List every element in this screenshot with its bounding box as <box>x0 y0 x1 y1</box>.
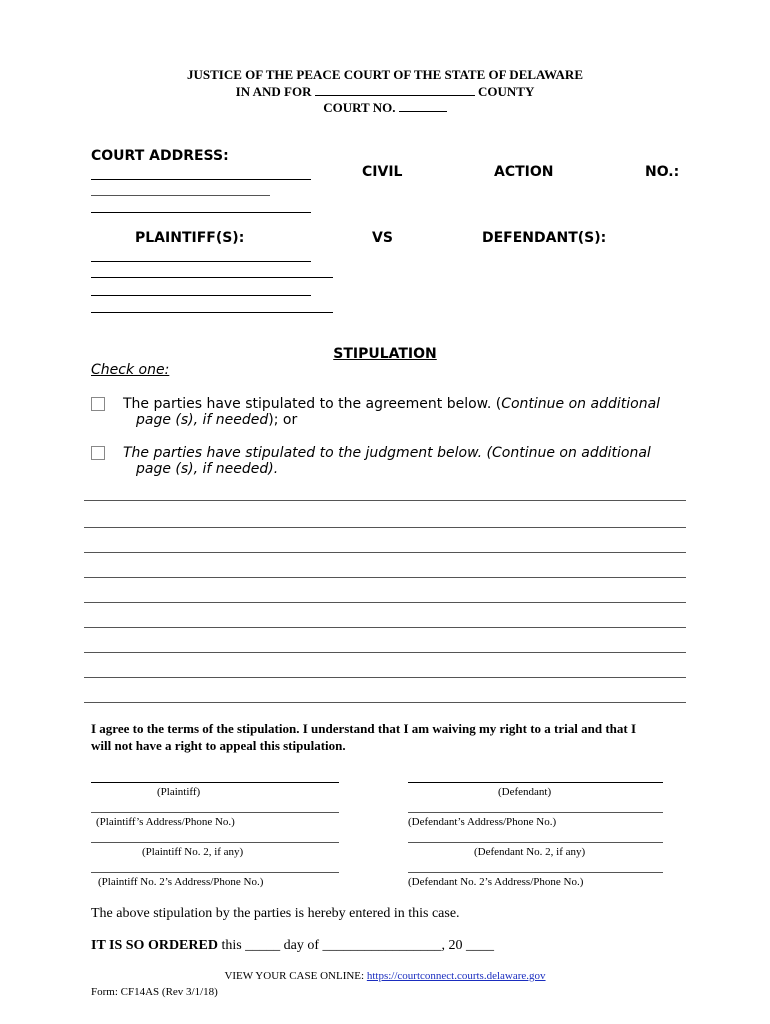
plaintiff2-address-label: (Plaintiff No. 2’s Address/Phone No.) <box>98 876 264 888</box>
plaintiff2-label: (Plaintiff No. 2, if any) <box>142 846 244 858</box>
no-label: NO.: <box>645 164 680 180</box>
court-address-line-2[interactable] <box>91 195 270 196</box>
option1-italic: Continue on additional <box>501 396 661 412</box>
agreement-statement-line1: I agree to the terms of the stipulation. I understand that I am waiving my right to a trial and that I <box>91 721 637 736</box>
court-address-label: COURT ADDRESS: <box>91 148 229 164</box>
court-no-prefix: COURT NO. <box>323 100 396 115</box>
county-prefix: IN AND FOR <box>235 84 312 99</box>
plaintiff-signature-line[interactable] <box>91 782 339 783</box>
defendants-label: DEFENDANT(S): <box>482 230 607 246</box>
so-ordered-line <box>91 938 494 954</box>
court-title: JUSTICE OF THE PEACE COURT OF THE STATE OF DELAWARE <box>186 67 583 82</box>
plaintiff-address-line[interactable] <box>91 812 339 813</box>
civil-label: CIVIL <box>362 164 403 180</box>
plaintiff-label: (Plaintiff) <box>157 786 201 798</box>
so-ordered-date: this _____ day of _________________, 20 ____ <box>217 938 495 953</box>
option1-line2-italic: page (s), if needed <box>136 412 269 428</box>
defendant2-address-label: (Defendant No. 2’s Address/Phone No.) <box>408 876 584 888</box>
county-line <box>0 83 770 100</box>
court-address-line-3[interactable] <box>91 212 311 213</box>
form-id: Form: CF14AS (Rev 3/1/18) <box>91 986 218 998</box>
writing-line-6[interactable] <box>84 627 686 628</box>
view-online-line <box>0 970 770 982</box>
defendant-label: (Defendant) <box>498 786 552 798</box>
defendant-address-line[interactable] <box>408 812 663 813</box>
plaintiff-address-label: (Plaintiff’s Address/Phone No.) <box>96 816 235 828</box>
vs-label: VS <box>372 230 393 246</box>
plaintiff-line-2[interactable] <box>91 277 333 278</box>
action-label: ACTION <box>494 164 554 180</box>
defendant-address-label: (Defendant’s Address/Phone No.) <box>408 816 557 828</box>
stipulation-title: STIPULATION <box>333 346 437 362</box>
option-agreement-line2 <box>136 412 297 429</box>
plaintiff2-address-line[interactable] <box>91 872 339 873</box>
defendant2-address-line[interactable] <box>408 872 663 873</box>
writing-line-2[interactable] <box>84 527 686 528</box>
court-no-blank[interactable] <box>399 99 447 112</box>
plaintiff-line-4[interactable] <box>91 312 333 313</box>
defendant2-signature-line[interactable] <box>408 842 663 843</box>
county-suffix: COUNTY <box>478 84 535 99</box>
judgment-checkbox[interactable] <box>91 446 105 460</box>
writing-line-1[interactable] <box>84 500 686 501</box>
entered-statement: The above stipulation by the parties is hereby entered in this case. <box>91 906 460 921</box>
writing-line-8[interactable] <box>84 677 686 678</box>
agreement-checkbox[interactable] <box>91 397 105 411</box>
agreement-statement-line2: will not have a right to appeal this stipulation. <box>91 738 346 753</box>
option1-text: The parties have stipulated to the agreement below. ( <box>123 396 502 412</box>
option-agreement-line1 <box>123 396 660 413</box>
view-online-label: VIEW YOUR CASE ONLINE: <box>224 970 367 982</box>
defendant2-label: (Defendant No. 2, if any) <box>474 846 586 858</box>
option1-line2-tail: ); or <box>268 412 298 428</box>
so-ordered-label: IT IS SO ORDERED <box>91 938 218 953</box>
plaintiff-line-3[interactable] <box>91 295 311 296</box>
option-judgment-line2: page (s), if needed). <box>136 461 279 477</box>
writing-line-9[interactable] <box>84 702 686 703</box>
court-no-line <box>0 99 770 116</box>
writing-line-4[interactable] <box>84 577 686 578</box>
defendant-signature-line[interactable] <box>408 782 663 783</box>
courtconnect-link[interactable]: https://courtconnect.courts.delaware.gov <box>366 970 546 982</box>
plaintiff-line-1[interactable] <box>91 261 311 262</box>
plaintiffs-label: PLAINTIFF(S): <box>135 230 245 246</box>
check-one-label: Check one: <box>91 362 170 378</box>
court-address-line-1[interactable] <box>91 179 311 180</box>
option-judgment-line1: The parties have stipulated to the judgment below. (Continue on additional <box>123 445 651 461</box>
writing-line-5[interactable] <box>84 602 686 603</box>
writing-line-7[interactable] <box>84 652 686 653</box>
plaintiff2-signature-line[interactable] <box>91 842 339 843</box>
county-blank[interactable] <box>315 83 475 96</box>
writing-line-3[interactable] <box>84 552 686 553</box>
